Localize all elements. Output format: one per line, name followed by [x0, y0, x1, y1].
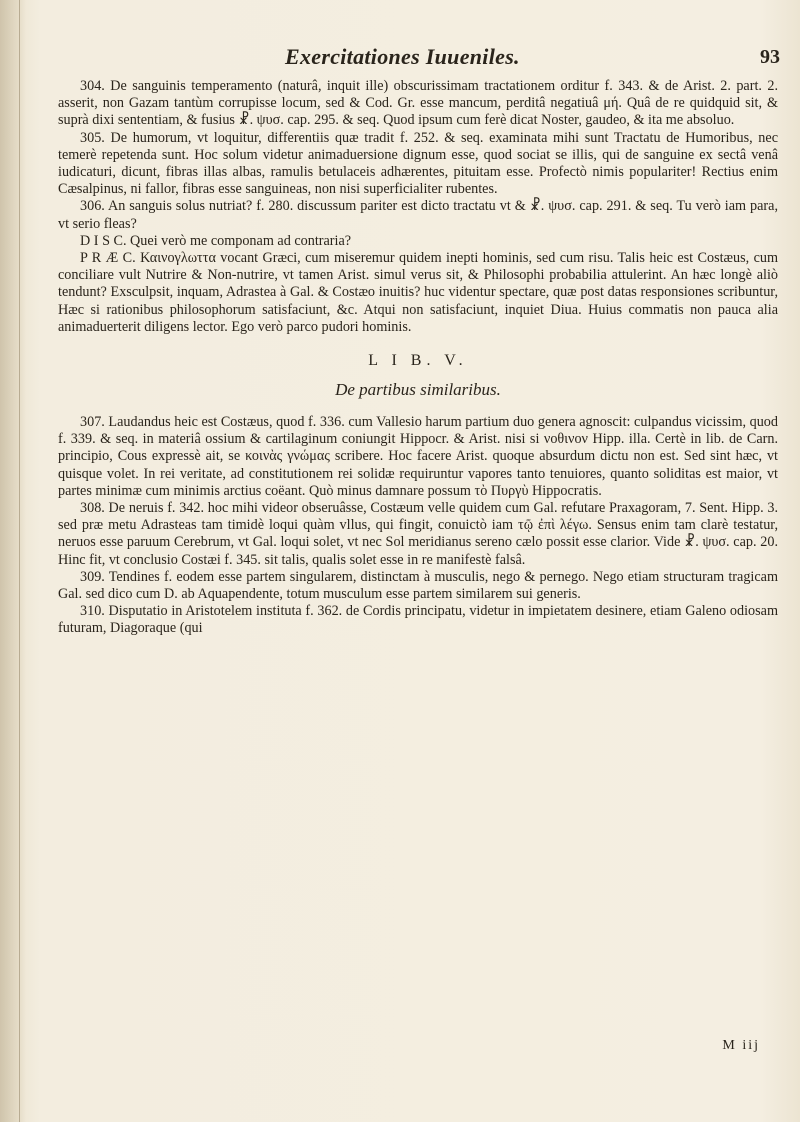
paragraph-304: 304. De sanguinis temperamento (naturâ, inquit ille) obscurissimam tractationem orditur f. 343. & de Arist. 2. part. 2. asserit, non Gazam tantùm corrupisse locum, sed & Cod. Gr. esse mancum, perditâ negatiuâ μή. Quâ de re quidquid sit, & suprà dixi sententiam, & fusius ☧. ψυσ. cap. 295. & seq. Quod ipsum cum ferè dicat Noster, gaudeo, & ita me absoluo. — [58, 78, 778, 129]
paragraph-310: 310. Disputatio in Aristotelem instituta f. 362. de Cordis principatu, videtur in impietatem desinere, etiam Galeno odiosam futuram, Diagoraque (qui — [58, 603, 778, 637]
paragraph-308: 308. De neruis f. 342. hoc mihi videor obseruâsse, Costæum velle quidem cum Gal. refutare Praxagoram, 7. Sent. Hipp. 3. sed præ metu Adrasteas tam timidè loqui quàm vllus, qui fingit, conuictò iam τῷ ἐπὶ λέγω. Sensus enim tam clarè testatur, neruos esse paruum Cerebrum, vt Gal. loqui solet, vt nec Sol meridianus sereno cælo possit esse clarior. Vide ☧. ψυσ. cap. 20. Hinc fit, vt conclusio Costæi f. 345. sit talis, qualis solet esse in re manifestè falsâ. — [58, 500, 778, 568]
binding-line — [19, 0, 20, 1122]
section-heading: De partibus similaribus. — [335, 380, 501, 400]
page-header — [90, 44, 780, 76]
book-heading: L I B. V. — [368, 352, 468, 370]
dialogue-praec: P R Æ C. Καινογλωττα vocant Græci, cum miseremur quidem inepti hominis, sed cum risu. Talis heic est Costæus, cum conciliare vult Nutrire & Non-nutrire, vt tamen Arist. simul verus sit, & Philosophi probabilia attulerint. An hæc longè aliò tendunt? Exsculpsit, inquam, Adrastea à Gal. & Costæo inuitis? huc videntur spectare, quæ post datas responsiones scribuntur, Hæc si rationibus philosophorum satisfaciunt, &c. Atqui non satisfaciunt, inquiet Diua. Huius commatis non pauca alia animaduerterit diligens lector. Ego verò parco pudori hominis. — [58, 250, 778, 335]
paragraph-306: 306. An sanguis solus nutriat? f. 280. discussum pariter est dicto tractatu vt & ☧. ψυσ. cap. 291. & seq. Tu verò iam para, vt serio fleas? — [58, 198, 778, 232]
text-block — [58, 78, 778, 638]
signature-mark: M iij — [722, 1038, 760, 1053]
running-title: Exercitationes Iuueniles. — [285, 44, 520, 69]
paragraph-307: 307. Laudandus heic est Costæus, quod f. 336. cum Vallesio harum partium duo genera agnoscit: culpandus vicissim, quod f. 339. & seq. in materiâ ossium & cartilaginum coniungit Hippocr. & Arist. nisi si νοθινον Hipp. illa. Certè in lib. de Carn. principio, Cous expressè ait, se κοινὰς γνώμας scribere. Hoc facere Arist. quoque absurdum dictu non est. Sed sint hæc, vt quisque volet. In rei veritate, ad constitutionem rei solidæ requiruntur vapores tanto tenuiores, quanto soliditas est maior, vt partes minimæ cum minimis arctius coëant. Quò minus damnare possum τὸ Πυργὺ Hippocratis. — [58, 414, 778, 499]
page-number: 93 — [760, 46, 780, 68]
book-binding-shadow — [0, 0, 26, 1122]
paragraph-309: 309. Tendines f. eodem esse partem singularem, distinctam à musculis, nego & pernego. Nego etiam structuram tragicam Gal. sed dico cum D. ab Aquapendente, totum musculum esse partem similarem sui generis. — [58, 568, 778, 603]
dialogue-disc: D I S C. Quei verò me componam ad contraria? — [80, 232, 352, 249]
paragraph-305: 305. De humorum, vt loquitur, differentiis quæ tradit f. 252. & seq. examinata mihi sunt Tractatu de Humoribus, nec temerè repetenda sunt. Hoc solum videtur animaduersione dignum esse, quod sociat se illis, qui de sanguine ex sectâ venâ iudicaturi, dicunt, fibras illas albas, ramulis betulaceis adhærentes, pituitam esse. Profectò nimis populariter! Rectius enim Cæsalpinus, ni fallor, fibras esse sanguineas, non nisi superficialiter rubentes. — [58, 129, 778, 198]
